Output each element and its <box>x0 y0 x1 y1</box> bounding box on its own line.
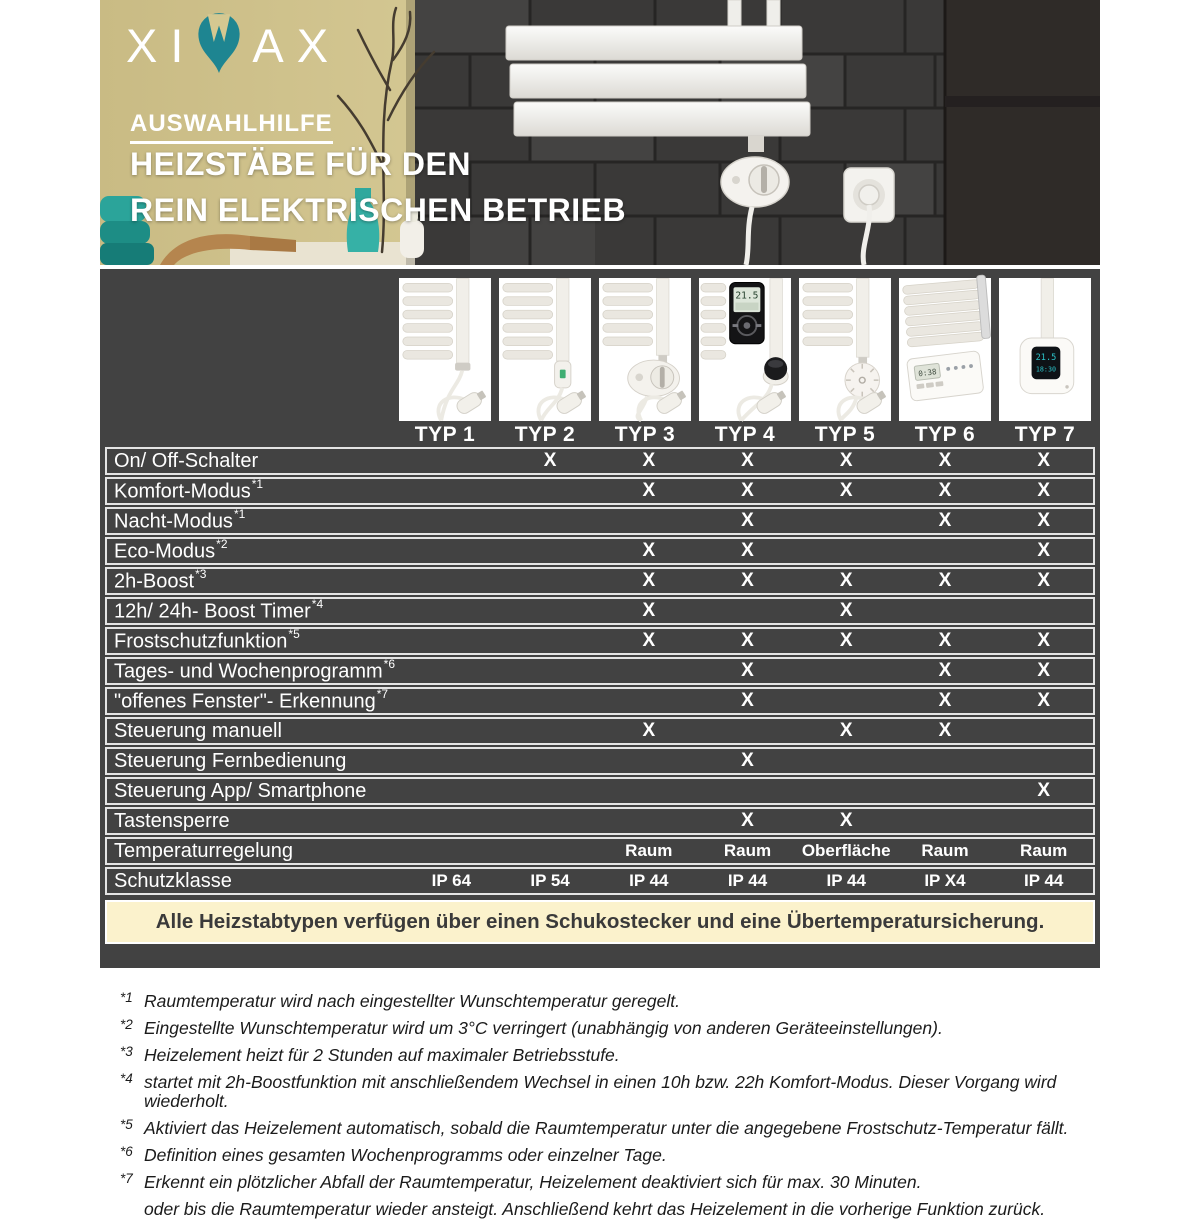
feature-cell-typ-6: IP X4 <box>924 871 966 890</box>
footnote-*7 <box>120 1173 1100 1192</box>
feature-row-14 <box>105 837 1095 865</box>
feature-cell-typ-2: IP 54 <box>530 871 570 890</box>
feature-row-13 <box>105 807 1095 835</box>
feature-cell-typ-7: X <box>1037 780 1051 801</box>
footnote-text: Heizelement heizt für 2 Stunden auf maximaler Betriebsstufe. <box>144 1045 620 1065</box>
feature-cell-typ-4: X <box>741 510 754 531</box>
feature-cell-typ-3: X <box>642 630 656 651</box>
feature-cell-typ-5: Oberfläche <box>801 841 891 860</box>
feature-cell-typ-7: X <box>1037 660 1051 681</box>
kicker-auswahlhilfe: AUSWAHLHILFE <box>130 110 333 144</box>
feature-cell-typ-7: X <box>1037 510 1051 531</box>
feature-row-2 <box>105 477 1095 505</box>
footnote-ref: *3 <box>195 566 207 581</box>
feature-label: Komfort-Modus$^{*1}$ <box>114 476 264 503</box>
feature-label: 2h-Boost$^{*3}$ <box>114 566 207 593</box>
feature-cell-typ-5: IP 44 <box>826 871 866 890</box>
footnote-*4 <box>120 1073 1100 1111</box>
feature-cell-typ-3: X <box>642 570 656 591</box>
footnote-text: Aktiviert das Heizelement automatisch, sobald die Raumtemperatur unter die angegebene Frostschutz-Temperatur fällt. <box>144 1118 1069 1138</box>
feature-cell-typ-4: X <box>741 630 754 651</box>
feature-cell-typ-5: X <box>839 630 853 651</box>
feature-label: Steuerung Fernbedienung <box>114 749 347 772</box>
logo-text-right: AX <box>252 18 342 72</box>
feature-label: Tages- und Wochenprogramm$^{*6}$ <box>114 656 395 683</box>
heating-rod-smart-box-image <box>999 278 1091 421</box>
footnotes <box>120 992 1100 1227</box>
feature-row-9 <box>105 687 1095 715</box>
feature-cell-typ-5: X <box>839 450 853 471</box>
feature-cell-typ-4: X <box>741 660 754 681</box>
feature-label: Steuerung App/ Smartphone <box>114 779 367 802</box>
feature-row-1 <box>105 447 1095 475</box>
footnote-*2 <box>120 1019 1100 1038</box>
feature-cell-typ-6: X <box>938 720 952 741</box>
feature-row-11 <box>105 747 1095 775</box>
feature-cell-typ-3: X <box>642 600 656 621</box>
product-header-row <box>100 269 1100 447</box>
ximax-logo <box>126 16 341 74</box>
product-col-typ-2 <box>499 278 591 447</box>
footnote-marker <box>120 1196 144 1215</box>
feature-label: Schutzklasse <box>114 869 232 892</box>
feature-cell-typ-5: X <box>839 720 853 741</box>
footnote-*3 <box>120 1046 1100 1065</box>
feature-cell-typ-5: X <box>839 810 853 831</box>
feature-row-15 <box>105 867 1095 895</box>
footnote-*5 <box>120 1119 1100 1138</box>
feature-cell-typ-6: X <box>938 660 952 681</box>
feature-cell-typ-5: X <box>839 480 853 501</box>
feature-cell-typ-4: X <box>741 750 754 771</box>
product-col-typ-6 <box>899 278 991 447</box>
feature-cell-typ-4: IP 44 <box>727 871 768 890</box>
product-type-label: TYP 4 <box>714 423 776 446</box>
heating-rod-remote-control-image <box>699 278 791 421</box>
feature-cell-typ-4: X <box>741 810 754 831</box>
feature-cell-typ-3: X <box>642 450 656 471</box>
feature-cell-typ-7: IP 44 <box>1023 871 1064 890</box>
heating-rod-switch-image <box>499 278 591 421</box>
footnote-ref: *1 <box>251 476 264 491</box>
feature-cell-typ-6: X <box>938 630 952 651</box>
footnote-continuation <box>120 1200 1100 1219</box>
note-bar: Alle Heizstabtypen verfügen über einen Schukostecker und eine Übertemperatursicherung. <box>105 900 1095 944</box>
footnote-ref: *2 <box>216 536 228 551</box>
product-col-typ-5 <box>799 278 891 447</box>
feature-cell-typ-7: X <box>1037 480 1051 501</box>
footnote-text: Definition eines gesamten Wochenprogramms oder einzelner Tage. <box>144 1145 667 1165</box>
feature-cell-typ-7: X <box>1037 690 1051 711</box>
feature-row-4 <box>105 537 1095 565</box>
product-type-label: TYP 3 <box>614 423 676 446</box>
svg-text:18:30: 18:30 <box>1035 365 1057 374</box>
feature-row-5 <box>105 567 1095 595</box>
feature-row-3 <box>105 507 1095 535</box>
feature-row-12 <box>105 777 1095 805</box>
heating-rod-control-panel-image <box>899 278 991 421</box>
feature-cell-typ-4: X <box>741 690 754 711</box>
header-label-spacer <box>105 278 395 447</box>
product-col-typ-7 <box>999 278 1091 447</box>
footnote-marker: *2 <box>120 1017 133 1032</box>
feature-cell-typ-2: X <box>543 450 557 471</box>
svg-text:21.5: 21.5 <box>735 290 759 302</box>
feature-cell-typ-7: Raum <box>1020 841 1068 860</box>
feature-cell-typ-4: Raum <box>723 841 772 860</box>
feature-cell-typ-7: X <box>1037 570 1051 591</box>
feature-cell-typ-3: Raum <box>625 841 673 860</box>
footnote-text: Eingestellte Wunschtemperatur wird um 3°C verringert (unabhängig von anderen Geräteeinstellungen). <box>144 1018 943 1038</box>
footnote-ref: *7 <box>376 686 389 701</box>
feature-label: "offenes Fenster"- Erkennung$^{*7}$ <box>114 686 389 713</box>
svg-text:21.5: 21.5 <box>1035 353 1057 364</box>
feature-label: 12h/ 24h- Boost Timer$^{*4}$ <box>114 596 324 623</box>
product-type-label: TYP 7 <box>1014 423 1076 446</box>
feature-cell-typ-6: X <box>938 480 952 501</box>
title-line-1: HEIZSTÄBE FÜR DEN <box>130 146 471 182</box>
hero-banner <box>100 0 1100 265</box>
feature-label: Temperaturregelung <box>114 839 293 862</box>
feature-cell-typ-6: Raum <box>921 841 969 860</box>
footnote-marker: *7 <box>120 1171 133 1186</box>
product-type-label: TYP 5 <box>814 423 876 446</box>
product-type-label: TYP 1 <box>414 423 476 446</box>
product-col-typ-3 <box>599 278 691 447</box>
feature-cell-typ-6: X <box>938 570 952 591</box>
feature-row-7 <box>105 627 1095 655</box>
feature-cell-typ-3: X <box>642 720 656 741</box>
feature-label: Eco-Modus$^{*2}$ <box>114 536 228 563</box>
feature-row-10 <box>105 717 1095 745</box>
feature-cell-typ-1: IP 64 <box>431 871 472 890</box>
feature-cell-typ-6: X <box>938 690 952 711</box>
feature-cell-typ-7: X <box>1037 630 1051 651</box>
ximax-logo-mark-icon <box>194 10 244 74</box>
page-title <box>130 141 626 233</box>
heating-rod-dial-thermostat-image <box>599 278 691 421</box>
feature-label: Nacht-Modus$^{*1}$ <box>114 506 246 533</box>
footnote-text: Erkennt ein plötzlicher Abfall der Raumtemperatur, Heizelement deaktiviert sich für max. 30 Minuten. <box>144 1172 922 1192</box>
feature-label: Tastensperre <box>114 809 230 832</box>
feature-row-6 <box>105 597 1095 625</box>
feature-cell-typ-7: X <box>1037 450 1051 471</box>
feature-label: Frostschutzfunktion$^{*5}$ <box>114 626 300 653</box>
feature-cell-typ-4: X <box>741 450 754 471</box>
feature-cell-typ-4: X <box>741 540 754 561</box>
footnote-*6 <box>120 1146 1100 1165</box>
footnote-marker: *6 <box>120 1144 133 1159</box>
footnote-text: startet mit 2h-Boostfunktion mit anschließendem Wechsel in einen 10h bzw. 22h Komfort-Modus. Dieser Vorgang wird wiederholt. <box>144 1072 1057 1111</box>
feature-cell-typ-6: X <box>938 450 952 471</box>
footnote-marker: *3 <box>120 1044 133 1059</box>
footnote-ref: *5 <box>288 626 300 641</box>
feature-cell-typ-5: X <box>839 570 853 591</box>
footnote-marker: *4 <box>120 1071 133 1086</box>
footnote-text: oder bis die Raumtemperatur wieder ansteigt. Anschließend kehrt das Heizelement in die vorherige Funktion zurück. <box>144 1199 1046 1219</box>
feature-row-8 <box>105 657 1095 685</box>
svg-text:0:38: 0:38 <box>917 367 938 379</box>
feature-cell-typ-3: X <box>642 540 656 561</box>
footnote-text: Raumtemperatur wird nach eingestellter Wunschtemperatur geregelt. <box>144 991 680 1011</box>
feature-cell-typ-6: X <box>938 510 952 531</box>
heating-rod-round-dial-image <box>799 278 891 421</box>
footnote-ref: *1 <box>233 506 246 521</box>
feature-cell-typ-4: X <box>741 480 754 501</box>
footnote-marker: *5 <box>120 1117 133 1132</box>
comparison-table <box>100 269 1100 968</box>
footnote-ref: *6 <box>383 656 395 671</box>
footnote-marker: *1 <box>120 990 133 1005</box>
product-col-typ-4 <box>699 278 791 447</box>
product-type-label: TYP 6 <box>914 423 976 446</box>
feature-cell-typ-3: IP 44 <box>629 871 669 890</box>
product-col-typ-1 <box>399 278 491 447</box>
product-type-label: TYP 2 <box>514 423 576 446</box>
footnote-ref: *4 <box>311 596 324 611</box>
feature-rows <box>100 447 1100 895</box>
logo-text-left: XI <box>126 18 197 72</box>
feature-label: Steuerung manuell <box>114 719 282 742</box>
feature-cell-typ-7: X <box>1037 540 1051 561</box>
footnote-*1 <box>120 992 1100 1011</box>
feature-cell-typ-5: X <box>839 600 853 621</box>
feature-cell-typ-3: X <box>642 480 656 501</box>
title-line-2: REIN ELEKTRISCHEN BETRIEB <box>130 192 627 228</box>
heating-rod-plain-image <box>399 278 491 421</box>
feature-cell-typ-4: X <box>741 570 754 591</box>
feature-label: On/ Off-Schalter <box>114 449 259 472</box>
